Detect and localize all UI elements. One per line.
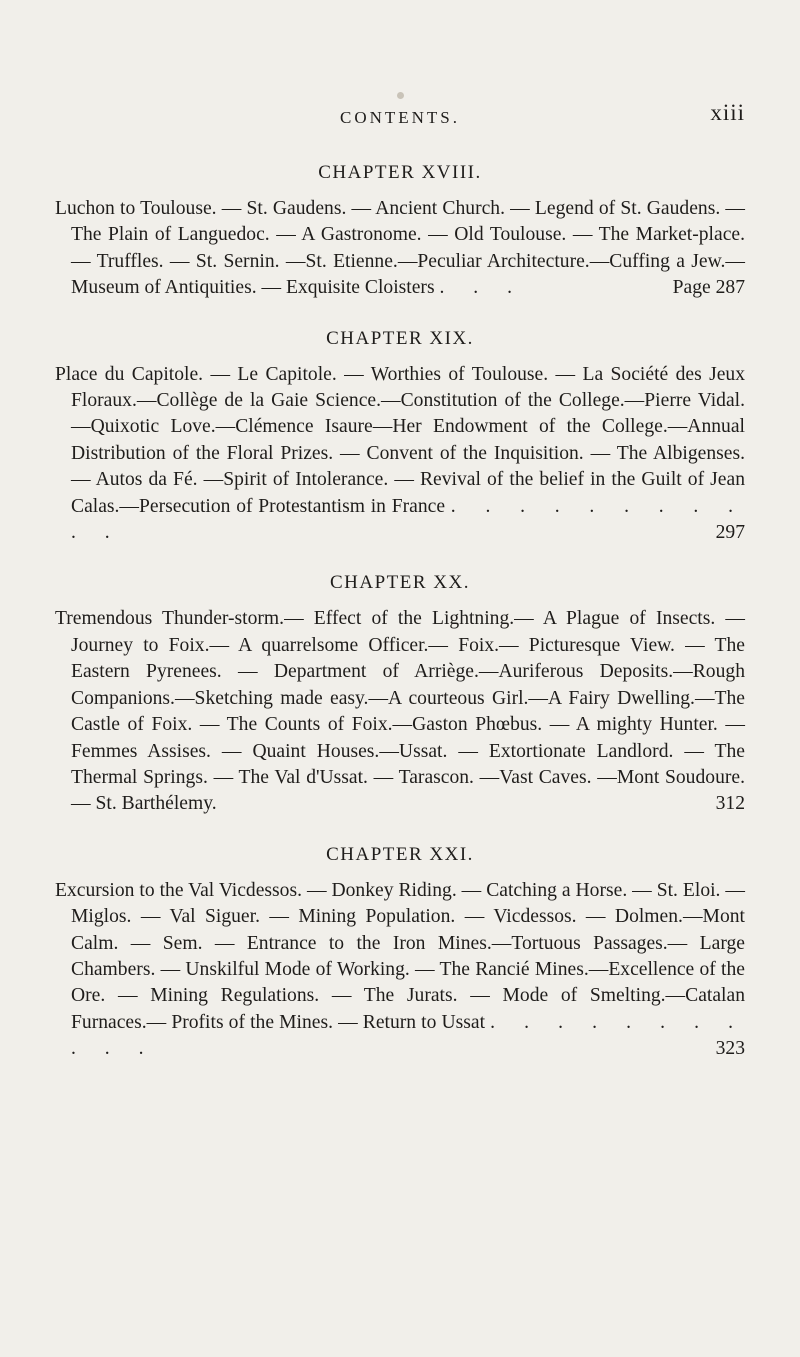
running-title: CONTENTS. bbox=[339, 108, 461, 127]
chapter-entry-xx bbox=[55, 572, 745, 817]
dot-leader: . . . bbox=[439, 277, 524, 299]
summary-text: Place du Capitole. — Le Capitole. — Worthies of Toulouse. — La Société des Jeux Floraux.—Collège de la Gaie Science.—Constitution of the College.—Pierre Vidal.—Quixotic Love.—Clémence Isaure—Her Endowment of the College.—Annual Distribution of the Floral Prizes. — Convent of the Inquisition. — The Albigenses. — Autos da Fé. —Spirit of Intolerance. — Revival of the belief in the Guilt of Jean Calas.—Persecution of Protestantism in France bbox=[55, 363, 745, 517]
page-number: xiii bbox=[710, 100, 745, 125]
chapter-heading: CHAPTER XXI. bbox=[326, 843, 474, 865]
chapter-summary bbox=[55, 606, 745, 817]
page-reference: Page 287 bbox=[672, 277, 745, 299]
chapter-summary bbox=[55, 196, 745, 302]
page-reference: 312 bbox=[715, 793, 745, 815]
summary-text: Tremendous Thunder-storm.— Effect of the Lightning.— A Plague of Insects. — Journey to Foix.— A quarrelsome Officer.— Foix.— Picturesque View. — The Eastern Pyrenees. — Department of Arriège.—Auriferous Deposits.—Rough Companions.—Sketching made easy.—A courteous Girl.—A Fairy Dwelling.—The Castle of Foix. — The Counts of Foix.—Gaston Phœbus. — A mighty Hunter. — Femmes Assises. — Quaint Houses.—Ussat. — Extortionate Landlord. — The Thermal Springs. — The Val d'Ussat. — Tarascon. —Vast Caves. —Mont Soudoure. — St. Barthélemy. bbox=[55, 608, 745, 815]
chapter-heading: CHAPTER XIX. bbox=[326, 327, 474, 349]
summary-text: Excursion to the Val Vicdessos. — Donkey Riding. — Catching a Horse. — St. Eloi. — Miglos. — Val Siguer. — Mining Population. — Vicdessos. — Dolmen.—Mont Calm. — Sem. — Entrance to the Iron Mines.—Tortuous Passages.— Large Chambers. — Unskilful Mode of Working. — The Rancié Mines.—Excellence of the Ore. — Mining Regulations. — The Jurats. — Mode of Smelting.—Catalan Furnaces.— Profits of the Mines. — Return to Ussat bbox=[55, 879, 745, 1033]
chapter-summary bbox=[55, 878, 745, 1063]
contents-page bbox=[55, 0, 745, 1063]
chapter-entry-xviii bbox=[55, 162, 745, 302]
chapter-heading: CHAPTER XX. bbox=[329, 572, 470, 594]
chapter-heading: CHAPTER XVIII. bbox=[318, 162, 482, 183]
chapter-summary bbox=[55, 362, 745, 547]
chapter-entry-xix bbox=[55, 328, 745, 547]
summary-text: Luchon to Toulouse. — St. Gaudens. — Ancient Church. — Legend of St. Gaudens. —The Plain of Languedoc. — A Gastronome. — Old Toulouse. — The Market-place. — Truffles. — St. Sernin. —St. Etienne.—Peculiar Architecture.—Cuffing a Jew.—Museum of Antiquities. — Exquisite Cloisters bbox=[55, 198, 745, 299]
dot-leader: . . . . . . . . . . . bbox=[71, 495, 745, 544]
dot-leader: . . . . . . . . . . . bbox=[71, 1011, 745, 1060]
page-reference: 297 bbox=[715, 522, 745, 544]
page-reference: 323 bbox=[715, 1038, 745, 1060]
chapter-entry-xxi bbox=[55, 844, 745, 1063]
running-head bbox=[55, 76, 745, 136]
